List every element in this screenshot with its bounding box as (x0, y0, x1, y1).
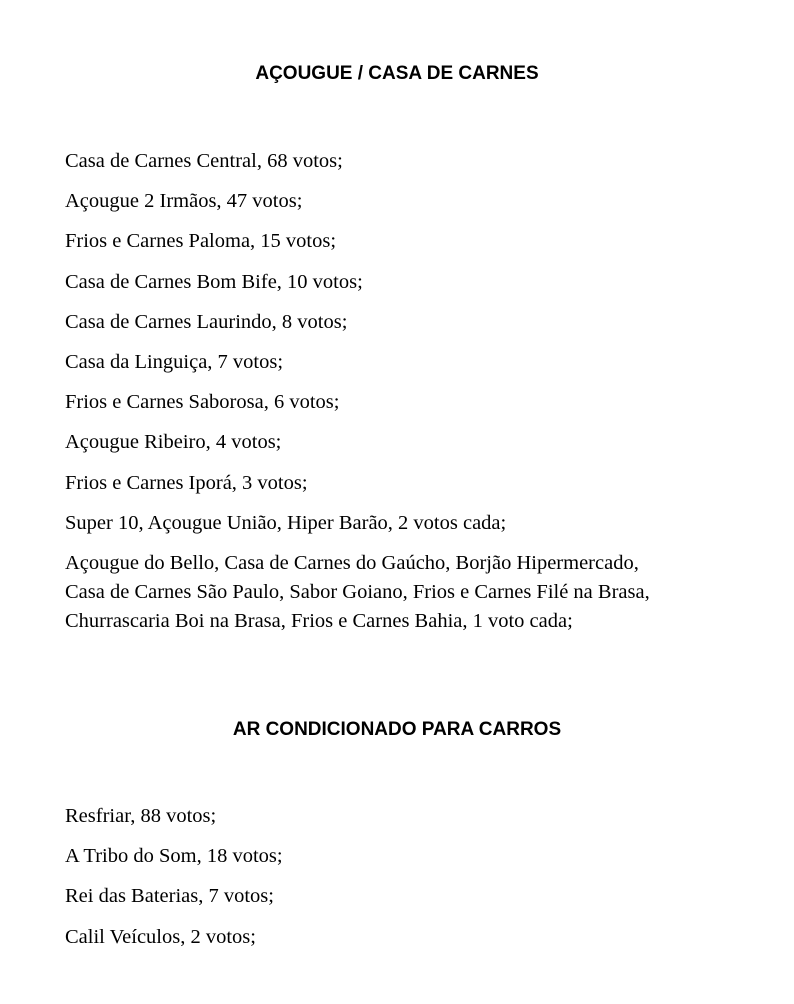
list-item: Super 10, Açougue União, Hiper Barão, 2 votos cada; (65, 511, 507, 534)
section-heading-acougue: AÇOUGUE / CASA DE CARNES (255, 63, 539, 84)
list-item: Casa de Carnes Laurindo, 8 votos; (65, 310, 348, 333)
list-item: Açougue Ribeiro, 4 votos; (65, 431, 282, 454)
list-item: Frios e Carnes Saborosa, 6 votos; (65, 391, 340, 414)
list-item-line: Açougue do Bello, Casa de Carnes do Gaúcho, Borjão Hipermercado, (65, 552, 639, 575)
list-item: Casa de Carnes Central, 68 votos; (65, 150, 343, 172)
list-item: Casa da Linguiça, 7 votos; (65, 351, 284, 374)
list-item: Frios e Carnes Paloma, 15 votos; (65, 230, 337, 253)
list-item-line: Churrascaria Boi na Brasa, Frios e Carnes Bahia, 1 voto cada; (65, 610, 573, 633)
list-item: Resfriar, 88 votos; (65, 805, 217, 827)
list-item: Açougue 2 Irmãos, 47 votos; (65, 190, 303, 213)
section-heading-ar-condicionado: AR CONDICIONADO PARA CARROS (232, 719, 562, 740)
list-item-line: Casa de Carnes São Paulo, Sabor Goiano, Frios e Carnes Filé na Brasa, (65, 581, 650, 604)
vote-list-acougue (65, 141, 765, 636)
list-item: Calil Veículos, 2 votos; (65, 925, 256, 948)
list-item: A Tribo do Som, 18 votos; (65, 845, 283, 868)
list-item: Frios e Carnes Iporá, 3 votos; (65, 471, 308, 494)
list-item: Casa de Carnes Bom Bife, 10 votos; (65, 270, 363, 293)
list-item-multiline (65, 543, 765, 636)
list-item: Rei das Baterias, 7 votos; (65, 885, 274, 908)
vote-list-ar-condicionado (65, 796, 765, 957)
